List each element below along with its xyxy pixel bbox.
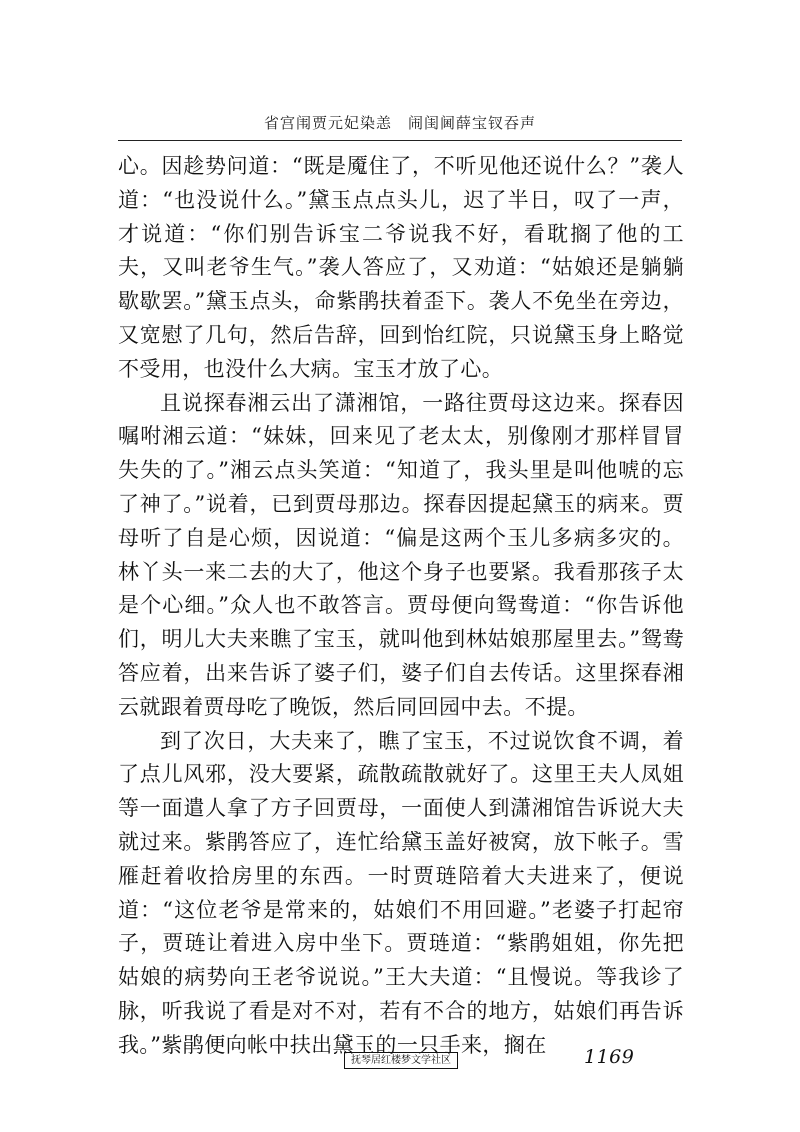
paragraph-tanchun-xiangyun: 且说探春湘云出了潇湘馆，一路往贾母这边来。探春因嘱咐湘云道：“妹妹，回来见了老太太，别像刚才那样冒冒失失的了。”湘云点头笑道：“知道了，我头里是叫他唬的忘了神了。”说着，已到贾母那边。探春因提起黛玉的病来。贾母听了自是心烦，因说道：“偏是这两个玉儿多病多灾的。林丫头一来二去的大了，他这个身子也要紧。我看那孩子太是个心细。”众人也不敢答言。贾母便向鸳鸯道：“你告诉他们，明儿大夫来瞧了宝玉，就叫他到林姑娘那屋里去。”鸳鸯答应着，出来告诉了婆子们，婆子们自去传话。这里探春湘云就跟着贾母吃了晚饭，然后同回园中去。不提。 bbox=[118, 390, 684, 719]
watermark-stamp: 抚琴居红楼梦文学社区 bbox=[344, 1052, 458, 1069]
header-divider bbox=[118, 140, 682, 141]
paragraph-doctor-visit: 到了次日，大夫来了，瞧了宝玉，不过说饮食不调，着了点儿风邪，没大要紧，疏散疏散就好了。这里王夫人凤姐等一面遣人拿了方子回贾母，一面使人到潇湘馆告诉说大夫就过来。紫鹃答应了，连忙给黛玉盖好被窝，放下帐子。雪雁赶着收拾房里的东西。一时贾琏陪着大夫进来了，便说道：“这位老爷是常来的，姑娘们不用回避。”老婆子打起帘子，贾琏让着进入房中坐下。贾琏道：“紫鹃姐姐，你先把姑娘的病势向王老爷说说。”王大夫道：“且慢说。等我诊了脉，听我说了看是对不对，若有不合的地方，姑娘们再告诉我。”紫鹃便向帐中扶出黛玉的一只手来，搁在 bbox=[118, 728, 684, 1057]
paragraph-continuation: 心。因趁势问道：“既是魇住了，不听见他还说什么？”袭人道：“也没说什么。”黛玉点点头儿，迟了半日，叹了一声，才说道：“你们别告诉宝二爷说我不好，看耽搁了他的工夫，又叫老爷生气。”袭人答应了，又劝道：“姑娘还是躺躺歇歇罢。”黛玉点头，命紫鹃扶着歪下。袭人不免坐在旁边，又宽慰了几句，然后告辞，回到怡红院，只说黛玉身上略觉不受用，也没什么大病。宝玉才放了心。 bbox=[118, 154, 684, 381]
page-number: 1169 bbox=[584, 1046, 635, 1068]
running-header: 省宫闱贾元妃染恙 闹闺阃薛宝钗吞声 bbox=[263, 114, 536, 132]
body-text bbox=[118, 150, 684, 1063]
